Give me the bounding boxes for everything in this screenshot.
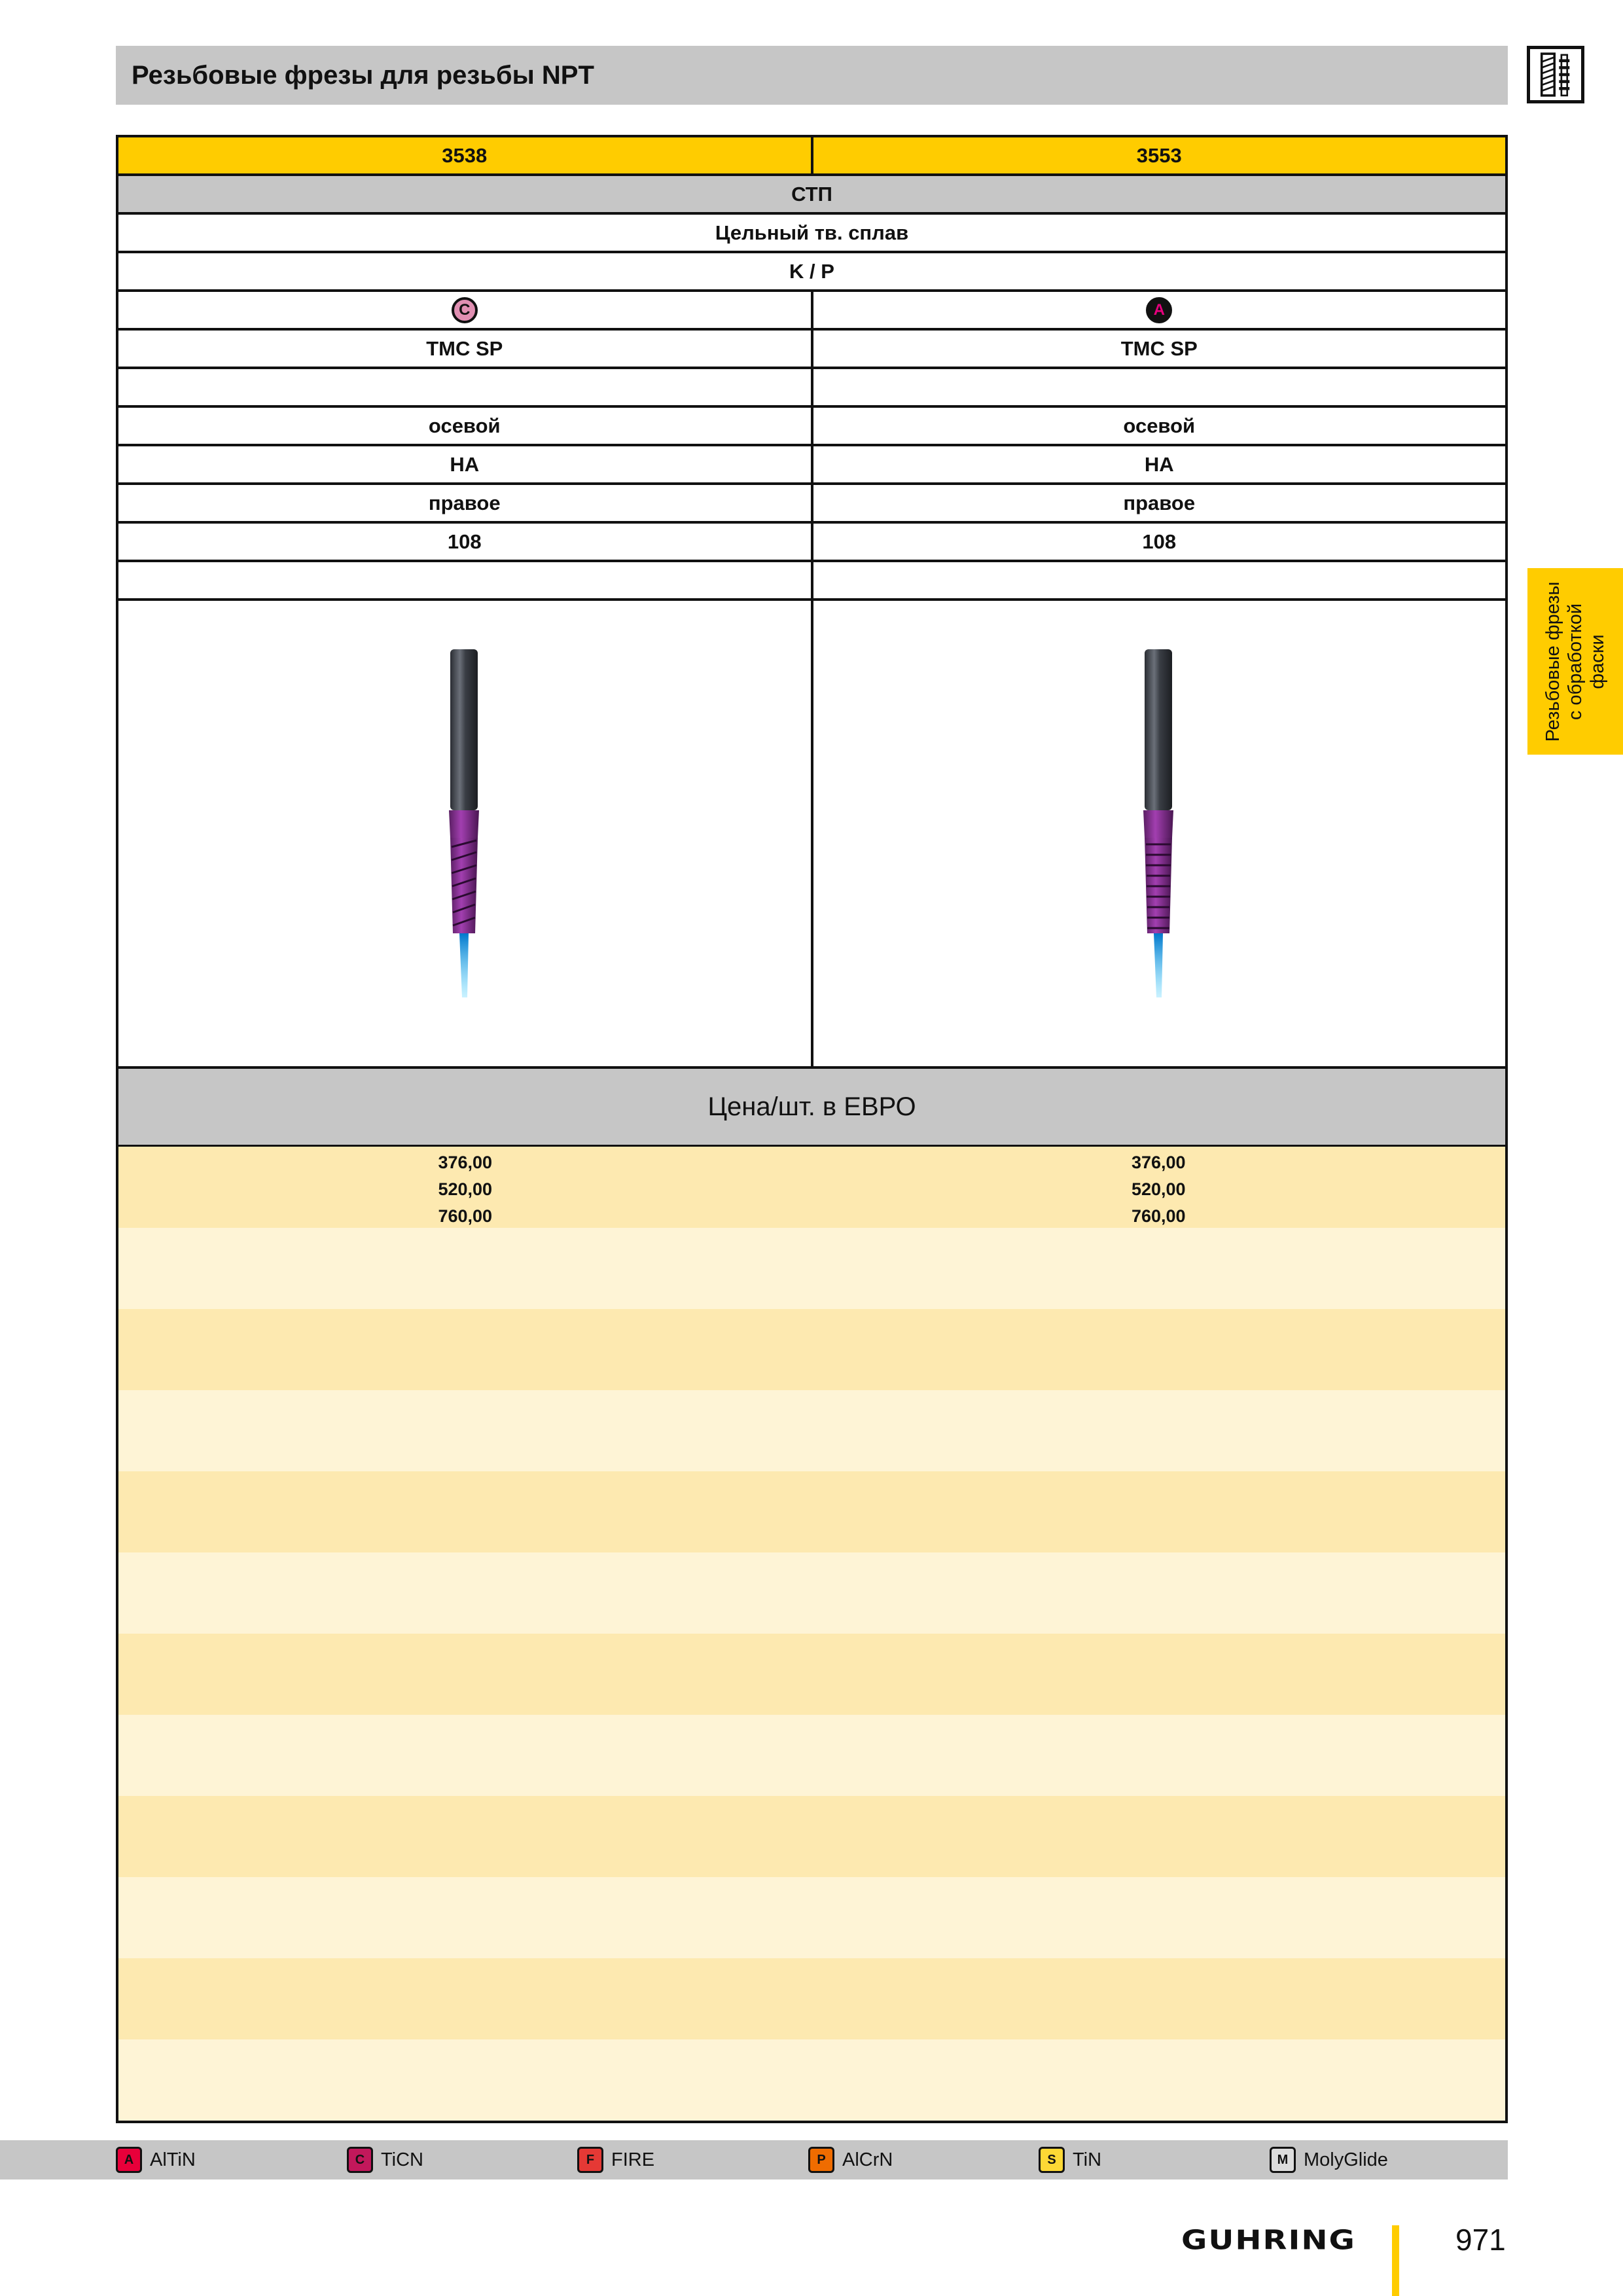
legend-label: MolyGlide (1304, 2149, 1388, 2170)
price-list-3553 (812, 1149, 1506, 1230)
coating-ticn-icon: C (452, 297, 478, 323)
article-number-row (118, 137, 1505, 176)
legend-fire (577, 2140, 654, 2179)
direction-3538: правое (428, 491, 501, 514)
price-3553-2: 520,00 (1131, 1179, 1186, 1199)
price-3553-3: 760,00 (1131, 1206, 1186, 1226)
section-tab-line-2: с обработкой (1565, 603, 1586, 720)
legend-molyglide (1270, 2140, 1388, 2179)
section-tab-line-3: фаски (1587, 634, 1608, 689)
price-list-3538 (118, 1149, 812, 1230)
tool-image-row (118, 601, 1505, 1069)
direction-3553: правое (811, 485, 1506, 521)
page-title: Резьбовые фрезы для резьбы NPT (132, 61, 594, 90)
altin-icon: A (116, 2147, 142, 2173)
material-row (118, 215, 1505, 253)
design-3553: HA (811, 446, 1506, 482)
brand-logo: GUHRING (1181, 2225, 1356, 2256)
price-header: Цена/шт. в ЕВРО (707, 1092, 916, 1121)
tool-material: Цельный тв. сплав (715, 221, 909, 244)
footer-divider (1392, 2225, 1399, 2296)
page-header (116, 46, 1508, 105)
coolant-3538: осевой (428, 414, 501, 437)
thread-mill-3538-image (425, 644, 504, 1024)
empty-row (118, 562, 1505, 601)
application-group: K / P (789, 259, 834, 283)
application-row (118, 253, 1505, 292)
page-ref-3553[interactable]: 108 (811, 524, 1506, 560)
thread-mill-icon (1527, 46, 1584, 103)
tool-type-3538: TMC SP (426, 336, 503, 360)
type-row (118, 331, 1505, 369)
coating-altin-icon: A (1146, 297, 1172, 323)
tool-standard: СТП (791, 182, 832, 206)
tin-icon: S (1039, 2147, 1065, 2173)
design-3538: HA (450, 452, 480, 476)
page-ref-row (118, 524, 1505, 562)
legend-label: TiN (1073, 2149, 1102, 2170)
price-3538-3: 760,00 (438, 1206, 493, 1226)
legend-label: FIRE (611, 2149, 655, 2170)
empty-row (118, 369, 1505, 408)
legend-label: AlTiN (150, 2149, 196, 2170)
article-number-3538: 3538 (442, 143, 488, 167)
ticn-icon: C (347, 2147, 373, 2173)
section-tab-line-1: Резьбовые фрезы (1543, 581, 1563, 742)
legend-tin (1039, 2140, 1101, 2179)
legend-altin (116, 2140, 196, 2179)
price-header-row (118, 1069, 1505, 1145)
legend-alcrn (808, 2140, 893, 2179)
legend-ticn (347, 2140, 423, 2179)
coating-row (118, 292, 1505, 331)
direction-row (118, 485, 1505, 524)
article-number-3553: 3553 (811, 137, 1506, 173)
design-row (118, 446, 1505, 485)
alcrn-icon: P (808, 2147, 834, 2173)
tool-type-3553: TMC SP (811, 331, 1506, 367)
fire-icon: F (577, 2147, 603, 2173)
section-tab[interactable] (1527, 568, 1623, 755)
tool-standard-row (118, 176, 1505, 215)
legend-label: TiCN (381, 2149, 423, 2170)
legend-label: AlCrN (842, 2149, 893, 2170)
page-ref-3538[interactable]: 108 (447, 529, 482, 553)
thread-mill-3553-image (1120, 644, 1198, 1024)
molyglide-icon: M (1270, 2147, 1296, 2173)
coolant-row (118, 408, 1505, 446)
price-area (116, 1147, 1508, 2123)
price-3538-2: 520,00 (438, 1179, 493, 1199)
price-3538-1: 376,00 (438, 1153, 493, 1172)
price-3553-1: 376,00 (1131, 1153, 1186, 1172)
coating-legend (0, 2140, 1508, 2179)
spec-table (116, 135, 1508, 1147)
coolant-3553: осевой (811, 408, 1506, 444)
page-number: 971 (1455, 2223, 1506, 2257)
